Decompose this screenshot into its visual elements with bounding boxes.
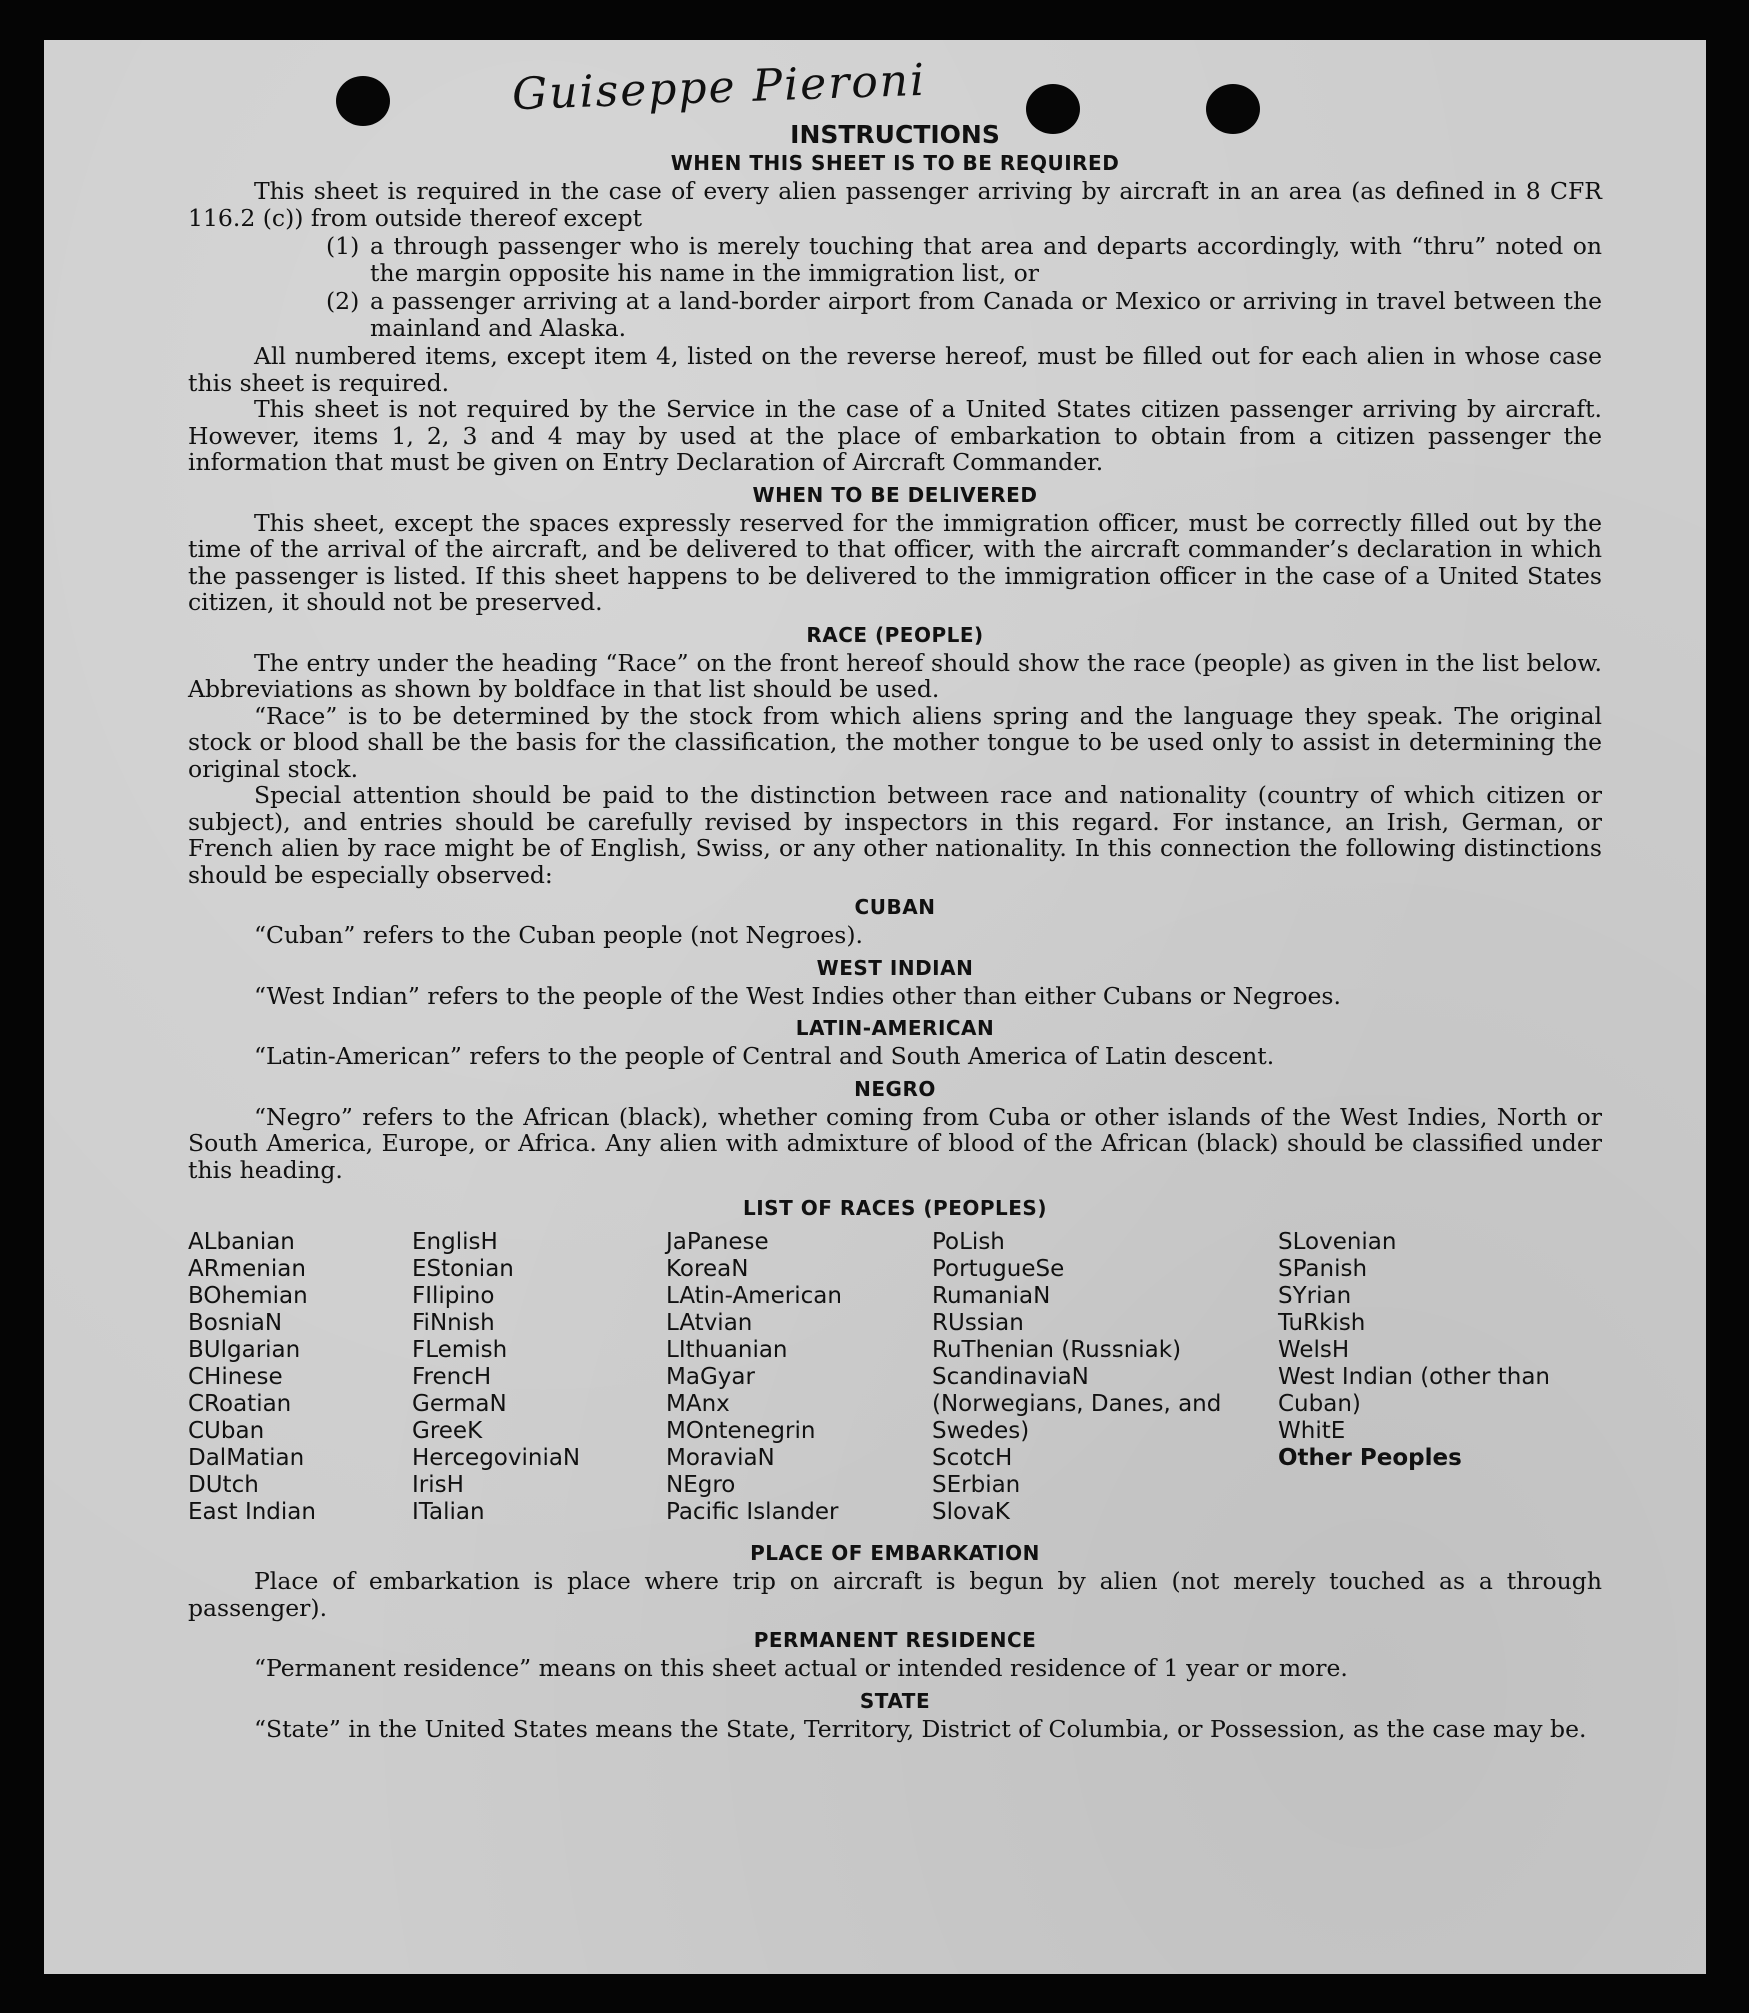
race-entry: TuRkish bbox=[1278, 1310, 1366, 1336]
paragraph: The entry under the heading “Race” on the front hereof should show the race (people) as given in the list below. Abbreviations as shown by boldface in that list should be used. bbox=[188, 648, 1602, 703]
race-entry: CHinese bbox=[188, 1364, 283, 1390]
race-entry: DUtch bbox=[188, 1472, 259, 1498]
heading-when-required: WHEN THIS SHEET IS TO BE REQUIRED bbox=[670, 151, 1120, 175]
race-entry: West Indian (other than Cuban) bbox=[1278, 1364, 1551, 1417]
handwritten-name: Guiseppe Pieroni bbox=[511, 54, 927, 121]
race-entry: ALbanian bbox=[188, 1229, 295, 1255]
race-entry: SLovenian bbox=[1278, 1229, 1397, 1255]
race-entry: HercegoviniaN bbox=[412, 1445, 581, 1471]
race-entry: MOntenegrin bbox=[666, 1418, 816, 1444]
heading-when-delivered: WHEN TO BE DELIVERED bbox=[752, 482, 1038, 507]
paragraph: Special attention should be paid to the distinction between race and nationality (country of which citizen or subject), and entries should be carefully revised by inspectors in this regard. For instance, an Irish, German, or French alien by race might be of English, Swiss, or any other nationality. In this connection the following distinctions should be especially observed: bbox=[188, 781, 1602, 889]
race-entry: NEgro bbox=[666, 1472, 736, 1498]
race-entry: EStonian bbox=[412, 1256, 514, 1282]
races-list bbox=[188, 1229, 1602, 1526]
race-entry: LIthuanian bbox=[666, 1337, 788, 1363]
race-entry: GreeK bbox=[412, 1418, 483, 1444]
race-entry: BOhemian bbox=[188, 1283, 308, 1309]
race-entry: WhitE bbox=[1278, 1418, 1346, 1444]
race-entry: ScotcH bbox=[932, 1445, 1013, 1471]
race-entry: RUssian bbox=[932, 1310, 1024, 1336]
page-title: INSTRUCTIONS bbox=[790, 120, 1000, 149]
race-entry: PortugueSe bbox=[932, 1256, 1065, 1282]
heading-race: RACE (PEOPLE) bbox=[806, 622, 984, 647]
race-entry: JaPanese bbox=[666, 1229, 769, 1255]
race-entry: MoraviaN bbox=[666, 1445, 775, 1471]
race-entry: ScandinaviaN (Norwegians, Danes, and Swedes) bbox=[932, 1364, 1222, 1444]
race-entry: MaGyar bbox=[666, 1364, 755, 1390]
list-item bbox=[326, 288, 1602, 341]
races-column bbox=[1278, 1229, 1578, 1526]
heading-negro: NEGRO bbox=[854, 1076, 936, 1101]
paragraph: Place of embarkation is place where trip on aircraft is begun by alien (not merely touched as a through passenger). bbox=[188, 1567, 1602, 1622]
race-entry: RuThenian (Russniak) bbox=[932, 1337, 1182, 1363]
race-entry: CUban bbox=[188, 1418, 265, 1444]
race-entry: EnglisH bbox=[412, 1229, 498, 1255]
heading-cuban: CUBAN bbox=[854, 895, 936, 919]
paragraph: “Race” is to be determined by the stock from which aliens spring and the language they speak. The original stock or blood shall be the basis for the classification, the mother tongue to be used only to assist in determining the original stock. bbox=[188, 701, 1602, 783]
instructions-content bbox=[188, 120, 1602, 1742]
race-entry: WelsH bbox=[1278, 1337, 1350, 1363]
punch-hole bbox=[336, 76, 390, 126]
race-entry: LAtvian bbox=[666, 1310, 753, 1336]
race-entry: FiNnish bbox=[412, 1310, 495, 1336]
item-text: a through passenger who is merely touching that area and departs accordingly, with “thru” noted on the margin opposite his name in the immigration list, or bbox=[370, 232, 1602, 287]
race-entry: FIlipino bbox=[412, 1283, 495, 1309]
heading-permanent-residence: PERMANENT RESIDENCE bbox=[753, 1628, 1037, 1652]
document-sheet bbox=[44, 40, 1706, 1974]
heading-latin-american: LATIN-AMERICAN bbox=[795, 1016, 995, 1040]
race-entry: DalMatian bbox=[188, 1445, 305, 1471]
paragraph: All numbered items, except item 4, listed on the reverse hereof, must be filled out for each alien in whose case this sheet is required. bbox=[188, 342, 1602, 397]
item-number: (2) bbox=[326, 287, 360, 315]
races-column bbox=[932, 1229, 1278, 1526]
paragraph: “Latin-American” refers to the people of Central and South America of Latin descent. bbox=[254, 1042, 1275, 1070]
heading-west-indian: WEST INDIAN bbox=[816, 955, 974, 980]
list-item bbox=[326, 233, 1602, 286]
race-entry: East Indian bbox=[188, 1499, 316, 1525]
race-entry: MAnx bbox=[666, 1391, 730, 1417]
race-entry: LAtin-American bbox=[666, 1283, 842, 1309]
heading-embarkation: PLACE OF EMBARKATION bbox=[750, 1541, 1040, 1565]
races-column bbox=[188, 1229, 412, 1526]
heading-list-of-races: LIST OF RACES (PEOPLES) bbox=[743, 1196, 1047, 1220]
race-entry: Other Peoples bbox=[1278, 1445, 1462, 1471]
paragraph: This sheet, except the spaces expressly reserved for the immigration officer, must be correctly filled out by the time of the arrival of the aircraft, and be delivered to that officer, with the aircraft commander’s declaration in which the passenger is listed. If this sheet happens to be delivered to the immigration officer in the case of a United States citizen, it should not be preserved. bbox=[188, 508, 1602, 616]
race-entry: PoLish bbox=[932, 1229, 1005, 1255]
race-entry: FrencH bbox=[412, 1364, 492, 1390]
races-column bbox=[412, 1229, 666, 1526]
race-entry: FLemish bbox=[412, 1337, 508, 1363]
race-entry: SlovaK bbox=[932, 1499, 1010, 1525]
race-entry: Pacific Islander bbox=[666, 1499, 839, 1525]
paragraph: “Permanent residence” means on this sheet actual or intended residence of 1 year or more. bbox=[254, 1654, 1348, 1682]
race-entry: SErbian bbox=[932, 1472, 1021, 1498]
race-entry: SPanish bbox=[1278, 1256, 1368, 1282]
item-number: (1) bbox=[326, 232, 360, 260]
paragraph: This sheet is required in the case of every alien passenger arriving by aircraft in an area (as defined in 8 CFR 116.2 (c)) from outside thereof except bbox=[188, 177, 1602, 232]
race-entry: GermaN bbox=[412, 1391, 507, 1417]
item-text: a passenger arriving at a land-border airport from Canada or Mexico or arriving in travel between the mainland and Alaska. bbox=[370, 287, 1602, 342]
race-entry: ITalian bbox=[412, 1499, 485, 1525]
race-entry: ARmenian bbox=[188, 1256, 306, 1282]
races-column bbox=[666, 1229, 932, 1526]
race-entry: SYrian bbox=[1278, 1283, 1352, 1309]
race-entry: BUlgarian bbox=[188, 1337, 301, 1363]
paragraph: “State” in the United States means the State, Territory, District of Columbia, or Possession, as the case may be. bbox=[254, 1714, 1587, 1743]
race-entry: RumaniaN bbox=[932, 1283, 1051, 1309]
race-entry: KoreaN bbox=[666, 1256, 749, 1282]
paragraph: “Negro” refers to the African (black), whether coming from Cuba or other islands of the West Indies, North or South America, Europe, or Africa. Any alien with admixture of blood of the African (black) should be classified under this heading. bbox=[188, 1102, 1602, 1184]
race-entry: BosniaN bbox=[188, 1310, 283, 1336]
race-entry: IrisH bbox=[412, 1472, 464, 1498]
heading-state: STATE bbox=[859, 1688, 931, 1713]
paragraph: “Cuban” refers to the Cuban people (not Negroes). bbox=[254, 921, 864, 949]
paragraph: “West Indian” refers to the people of the West Indies other than either Cubans or Negroes. bbox=[254, 981, 1341, 1010]
race-entry: CRoatian bbox=[188, 1391, 292, 1417]
paragraph: This sheet is not required by the Service in the case of a United States citizen passenger arriving by aircraft. However, items 1, 2, 3 and 4 may by used at the place of embarkation to obtain from a citizen passenger the information that must be given on Entry Declaration of Aircraft Commander. bbox=[188, 395, 1602, 476]
